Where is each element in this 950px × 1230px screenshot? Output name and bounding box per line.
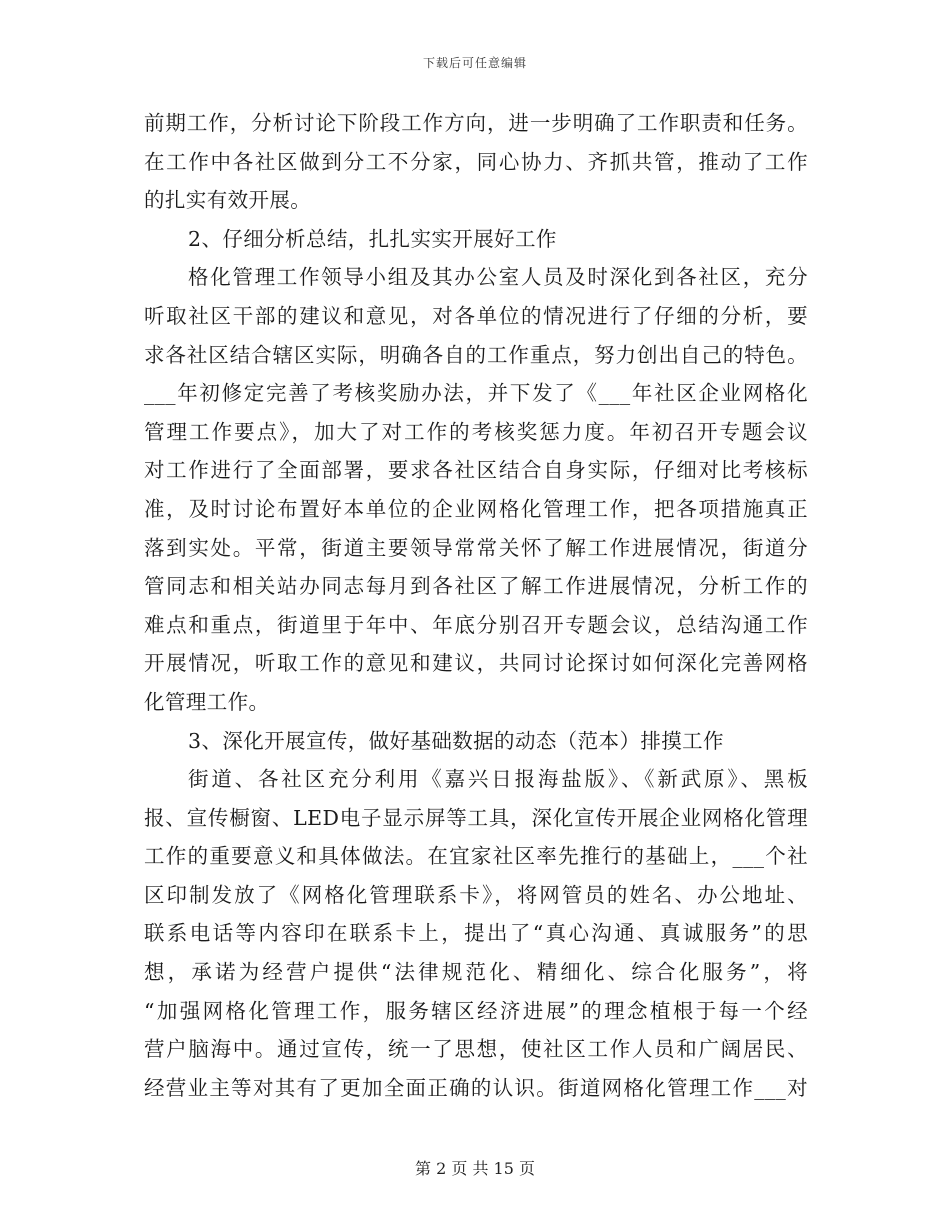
text-line: 联系电话等内容印在联系卡上，提出了“真心沟通、真诚服务”的思 xyxy=(144,921,808,946)
text-line: 化管理工作。 xyxy=(144,689,270,714)
text-line: 营户脑海中。通过宣传，统一了思想，使社区工作人员和广阔居民、 xyxy=(144,1037,808,1062)
text-line: 3、深化开展宣传，做好基础数据的动态（范本）排摸工作 xyxy=(188,728,724,753)
text-line: 经营业主等对其有了更加全面正确的认识。街道网格化管理工作___对 xyxy=(144,1075,808,1100)
document-body xyxy=(144,104,808,1107)
text-line: 管同志和相关站办同志每月到各社区了解工作进展情况，分析工作的 xyxy=(144,574,808,599)
text-line: 报、宣传橱窗、LED电子显示屏等工具，深化宣传开展企业网格化管理 xyxy=(144,805,808,830)
text-line: 想，承诺为经营户提供“法律规范化、精细化、综合化服务”，将 xyxy=(144,960,808,985)
text-line: 的扎实有效开展。 xyxy=(144,188,312,213)
text-line: 难点和重点，街道里于年中、年底分别召开专题会议，总结沟通工作 xyxy=(144,612,808,637)
text-line: 前期工作，分析讨论下阶段工作方向，进一步明确了工作职责和任务。 xyxy=(144,111,808,135)
text-line: 听取社区干部的建议和意见，对各单位的情况进行了仔细的分析，要 xyxy=(144,303,808,328)
text-line: 准，及时讨论布置好本单位的企业网格化管理工作，把各项措施真正 xyxy=(144,496,808,521)
text-line: 对工作进行了全面部署，要求各社区结合自身实际，仔细对比考核标 xyxy=(144,458,808,483)
text-line: ___年初修定完善了考核奖励办法，并下发了《___年社区企业网格化 xyxy=(144,381,808,406)
text-line: 求各社区结合辖区实际，明确各自的工作重点，努力创出自己的特色。 xyxy=(144,342,808,367)
text-line: 落到实处。平常，街道主要领导常常关怀了解工作进展情况，街道分 xyxy=(144,535,808,560)
text-line: 2、仔细分析总结，扎扎实实开展好工作 xyxy=(188,226,557,251)
text-line: 工作的重要意义和具体做法。在宜家社区率先推行的基础上，___个社 xyxy=(144,844,808,869)
page-number: 第 2 页 共 15 页 xyxy=(415,1159,535,1178)
text-line: 区印制发放了《网格化管理联系卡》，将网管员的姓名、办公地址、 xyxy=(144,882,808,907)
page-header-note: 下载后可任意编辑 xyxy=(422,56,527,70)
text-line: “加强网格化管理工作，服务辖区经济进展”的理念植根于每一个经 xyxy=(144,998,808,1023)
text-line: 街道、各社区充分利用《嘉兴日报海盐版》、《新武原》、黑板 xyxy=(188,767,808,792)
text-line: 管理工作要点》，加大了对工作的考核奖惩力度。年初召开专题会议 xyxy=(144,419,808,444)
text-line: 在工作中各社区做到分工不分家，同心协力、齐抓共管，推动了工作 xyxy=(144,149,808,174)
text-line: 格化管理工作领导小组及其办公室人员及时深化到各社区，充分 xyxy=(188,265,808,290)
text-line: 开展情况，听取工作的意见和建议，共同讨论探讨如何深化完善网格 xyxy=(144,651,808,676)
